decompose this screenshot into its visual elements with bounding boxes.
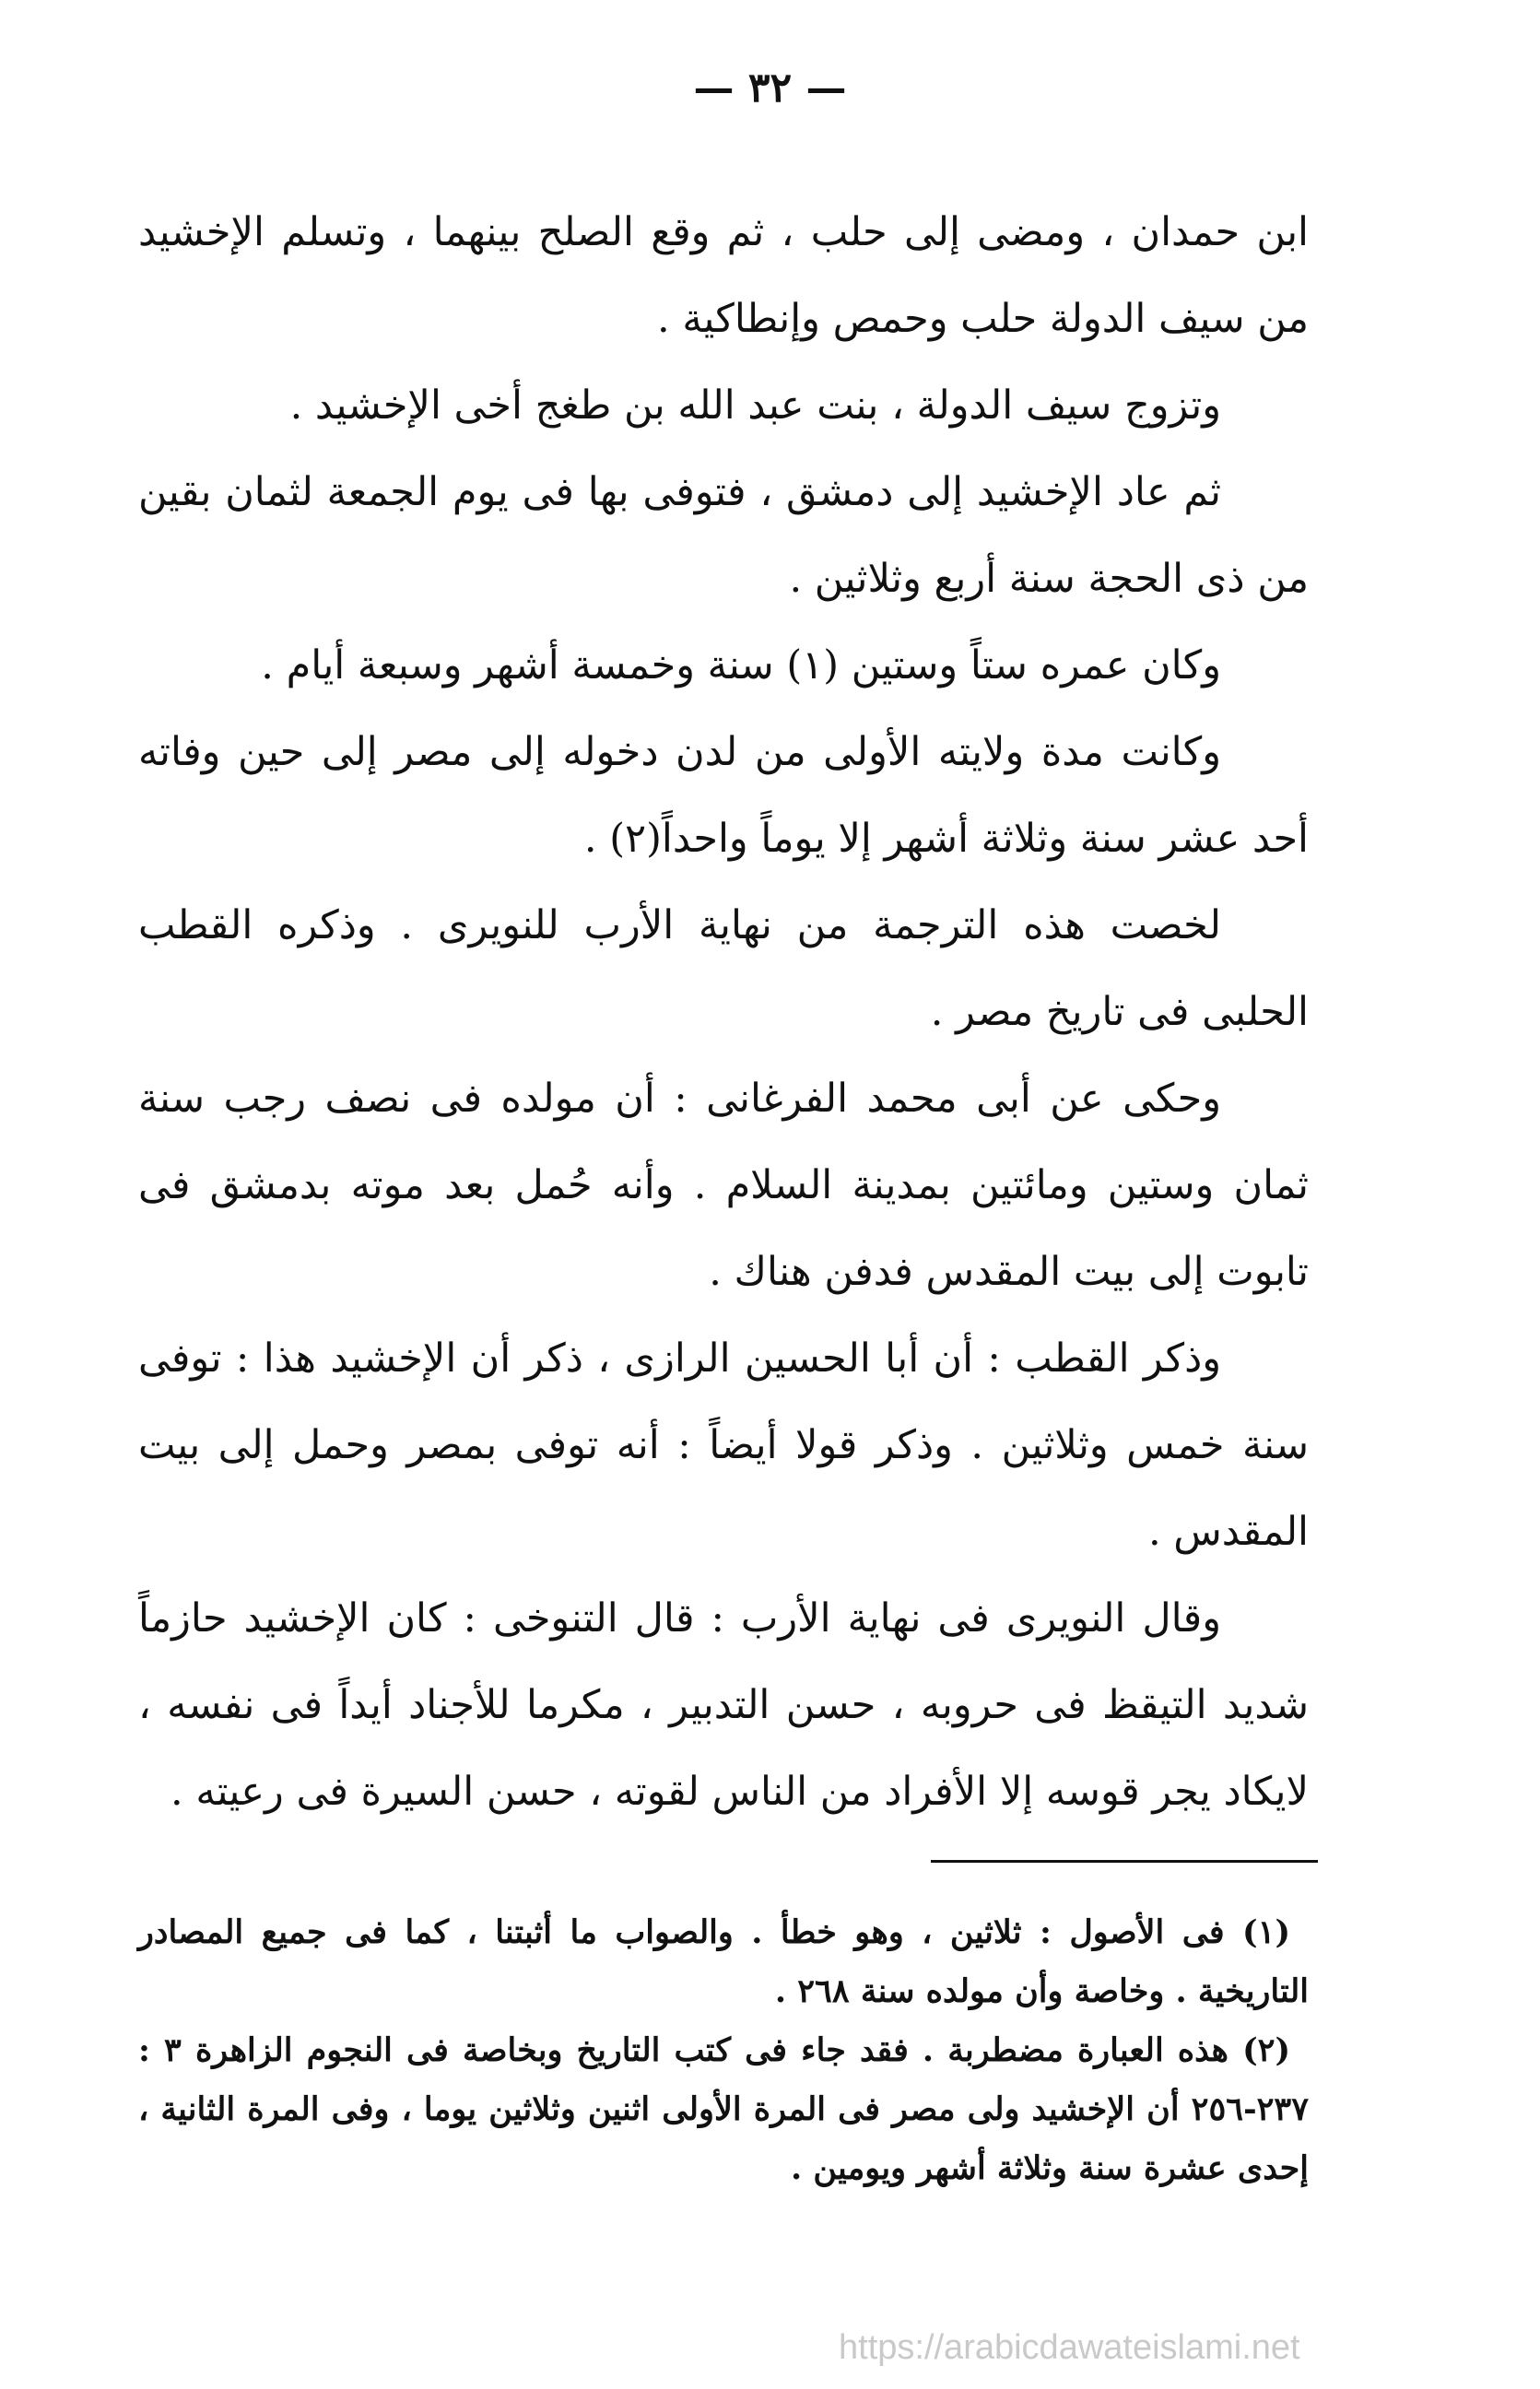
paragraph-4: وكان عمره ستاً وستين (١) سنة وخمسة أشهر وسبعة أيام . <box>261 642 1221 688</box>
paragraph-1: ابن حمدان ، ومضى إلى حلب ، ثم وقع الصلح بينهما ، وتسلم الإخشيد من سيف الدولة حلب وحمص وإنطاكية . <box>138 209 1309 342</box>
paragraph-5: وكانت مدة ولايته الأولى من لدن دخوله إلى مصر إلى حين وفاته أحد عشر سنة وثلاثة أشهر إلا يوماً واحداً(٢) . <box>138 729 1309 862</box>
footnote-2: (٢) هذه العبارة مضطربة . فقد جاء فى كتب التاريخ وبخاصة فى النجوم الزاهرة ٣ : ٢٣٧-٢٥٦ أن الإخشيد ولى مصر فى المرة الأولى اثنين وثلاثين يوما ، وفى المرة الثانية ، إحدى عشرة سنة وثلاثة أشهر ويومين . <box>138 2031 1309 2187</box>
paragraph-8: وذكر القطب : أن أبا الحسين الرازى ، ذكر أن الإخشيد هذا : توفى سنة خمس وثلاثين . وذكر قولا أيضاً : أنه توفى بمصر وحمل إلى بيت المقدس . <box>138 1336 1309 1555</box>
main-text <box>138 189 1309 1835</box>
paragraph-9: وقال النويرى فى نهاية الأرب : قال التنوخى : كان الإخشيد حازماً شديد التيقظ فى حروبه ، حسن التدبير ، مكرما للأجناد أيداً فى نفسه ، لايكاد يجر قوسه إلا الأفراد من الناس لقوته ، حسن السيرة فى رعيته . <box>138 1595 1309 1815</box>
paragraph-7: وحكى عن أبى محمد الفرغانى : أن مولده فى نصف رجب سنة ثمان وستين ومائتين بمدينة السلام . وأنه حُمل بعد موته بدمشق فى تابوت إلى بيت المقدس فدفن هناك . <box>138 1076 1309 1295</box>
paragraph-3: ثم عاد الإخشيد إلى دمشق ، فتوفى بها فى يوم الجمعة لثمان بقين من ذى الحجة سنة أربع وثلاثين . <box>138 469 1309 602</box>
paragraph-2: وتزوج سيف الدولة ، بنت عبد الله بن طغج أخى الإخشيد . <box>289 382 1221 429</box>
watermark-url: https://arabicdawateislami.net <box>839 2328 1300 2367</box>
page-number: — ٣٢ — <box>693 65 847 112</box>
footnotes <box>138 1903 1309 2198</box>
footnote-separator <box>931 1860 1318 1863</box>
paragraph-6: لخصت هذه الترجمة من نهاية الأرب للنويرى . وذكره القطب الحلبى فى تاريخ مصر . <box>138 902 1309 1035</box>
footnote-1: (١) فى الأصول : ثلاثين ، وهو خطأ . والصواب ما أثبتنا ، كما فى جميع المصادر التاريخية . وخاصة وأن مولده سنة ٢٦٨ . <box>138 1913 1309 2010</box>
